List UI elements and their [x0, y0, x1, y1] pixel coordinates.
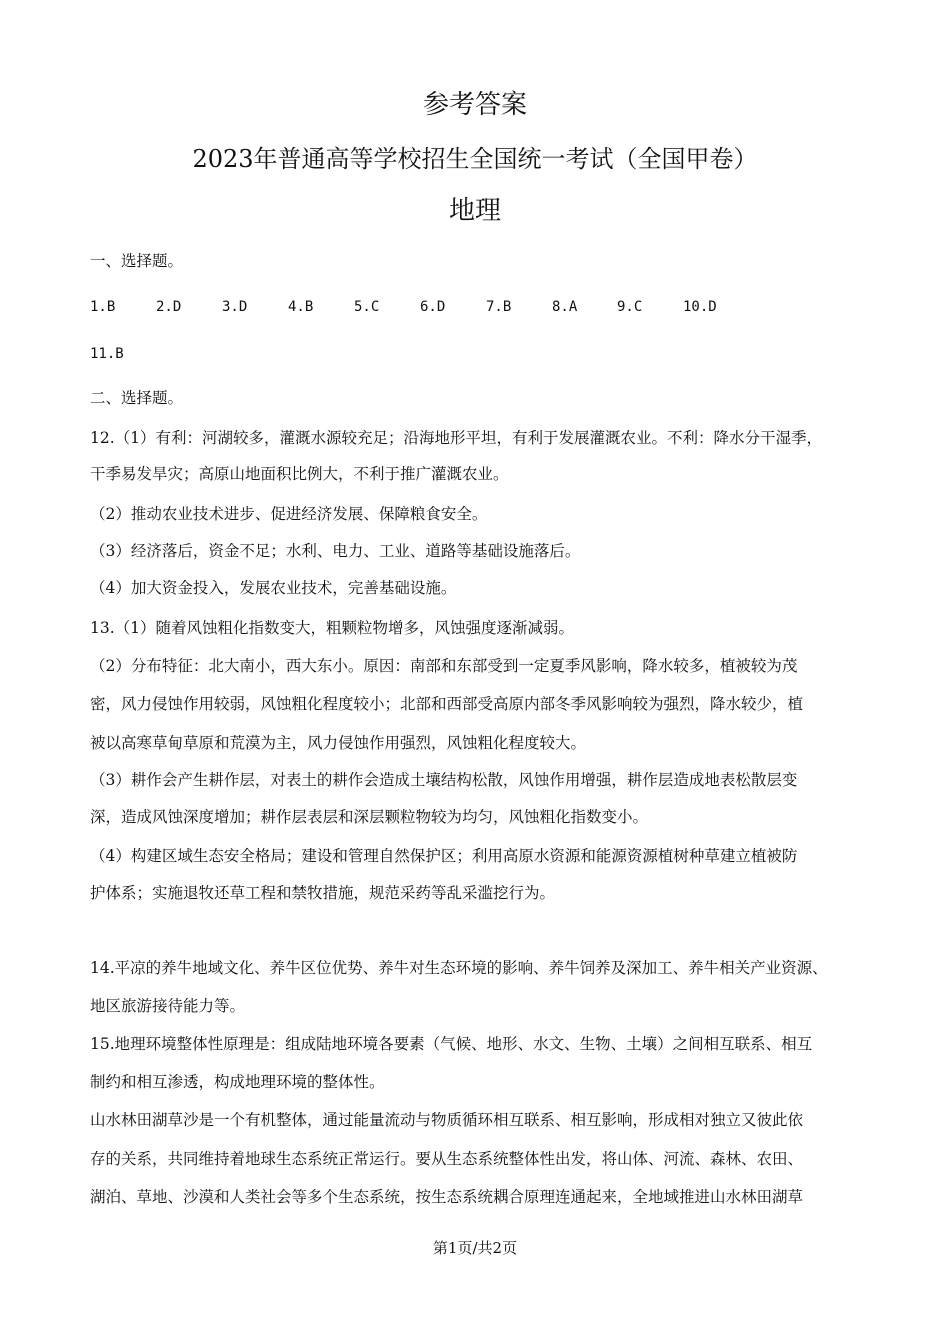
answer-line: （3）经济落后，资金不足；水利、电力、工业、道路等基础设施落后。: [90, 542, 581, 560]
answer-line: （4）加大资金投入，发展农业技术，完善基础设施。: [90, 579, 457, 597]
answer-line: （4）构建区域生态安全格局；建设和管理自然保护区；利用高原水资源和能源资源植树种草建立植被防: [90, 847, 798, 865]
section-one-heading: 一、选择题。: [90, 252, 184, 270]
answer-line: 山水林田湖草沙是一个有机整体，通过能量流动与物质循环相互联系、相互影响，形成相对独立又彼此依: [90, 1111, 804, 1129]
answer-line: 制约和相互渗透，构成地理环境的整体性。: [90, 1073, 385, 1091]
answer-line: （3）耕作会产生耕作层，对表土的耕作会造成土壤结构松散，风蚀作用增强，耕作层造成地表松散层变: [90, 771, 798, 789]
answer-item: 3.D: [222, 299, 248, 315]
answer-line: 湖泊、草地、沙漠和人类社会等多个生态系统，按生态系统耦合原理连通起来，全地域推进山水林田湖草: [90, 1188, 804, 1206]
answer-item: 6.D: [420, 299, 446, 315]
answer-line: 地区旅游接待能力等。: [90, 997, 246, 1015]
answer-line: 12.（1）有利：河湖较多，灌溉水源较充足；沿海地形平坦，有利于发展灌溉农业。不利：降水分干湿季，: [90, 429, 823, 447]
answer-line: 被以高寒草甸草原和荒漠为主，风力侵蚀作用强烈，风蚀粗化程度较大。: [90, 734, 587, 752]
answer-item: 4.B: [288, 299, 314, 315]
answer-item: 2.D: [156, 299, 182, 315]
answer-line: 15.地理环境整体性原理是：组成陆地环境各要素（气候、地形、水文、生物、土壤）之间相互联系、相互: [90, 1035, 813, 1053]
answer-line: 密，风力侵蚀作用较弱，风蚀粗化程度较小；北部和西部受高原内部冬季风影响较为强烈，降水较少，植: [90, 695, 804, 713]
answer-item: 9.C: [617, 299, 643, 315]
answer-line: （2）推动农业技术进步、促进经济发展、保障粮食安全。: [90, 505, 488, 523]
section-two-heading: 二、选择题。: [90, 389, 184, 407]
answer-line: 13.（1）随着风蚀粗化指数变大，粗颗粒物增多，风蚀强度逐渐减弱。: [90, 619, 575, 637]
answer-item: 1.B: [90, 299, 116, 315]
page-title: 参考答案: [422, 90, 527, 120]
answer-row: [90, 296, 870, 318]
answer-line: （2）分布特征：北大南小，西大东小。原因：南部和东部受到一定夏季风影响，降水较多，植被较为茂: [90, 657, 798, 675]
answer-line: 存的关系，共同维持着地球生态系统正常运行。要从生态系统整体性出发，将山体、河流、森林、农田、: [90, 1150, 804, 1168]
answer-line: 14.平凉的养牛地域文化、养牛区位优势、养牛对生态环境的影响、养牛饲养及深加工、养牛相关产业资源、: [90, 959, 828, 977]
subject-title: 地理: [448, 196, 501, 226]
page-number: 第1页/共2页: [432, 1239, 518, 1257]
answer-line: 深，造成风蚀深度增加；耕作层表层和深层颗粒物较为均匀，风蚀粗化指数变小。: [90, 808, 649, 826]
answer-line: 护体系；实施退牧还草工程和禁牧措施，规范采药等乱采滥挖行为。: [90, 884, 556, 902]
answer-item: 7.B: [486, 299, 512, 315]
answer-item: 10.D: [683, 299, 717, 315]
exam-title: 2023年普通高等学校招生全国统一考试（全国甲卷）: [192, 145, 758, 173]
answer-item: 11.B: [90, 346, 124, 362]
answer-line: 干季易发旱灾；高原山地面积比例大，不利于推广灌溉农业。: [90, 465, 509, 483]
answer-item: 5.C: [354, 299, 380, 315]
answer-item: 8.A: [552, 299, 578, 315]
